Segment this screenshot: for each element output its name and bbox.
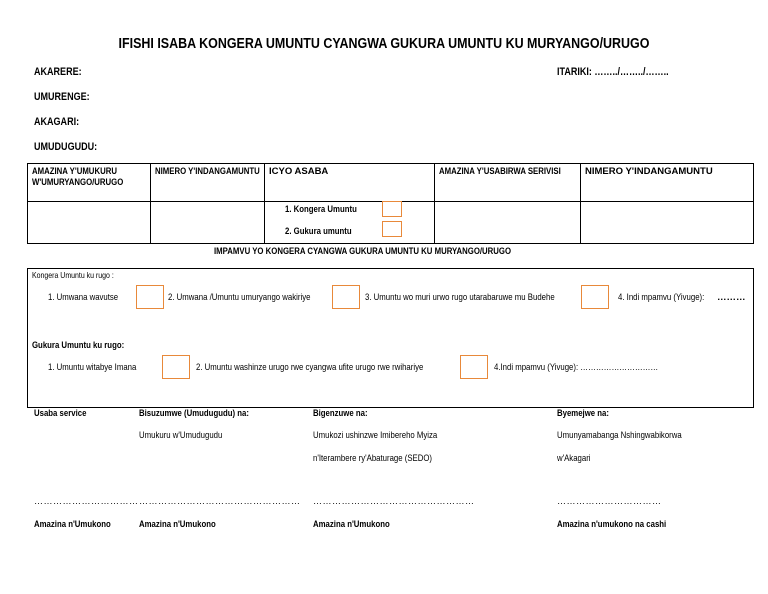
signature-line[interactable]: …………………………… bbox=[557, 496, 662, 506]
signature-title-2: w'Akagari bbox=[557, 453, 591, 464]
signature-name-label: Amazina n'Umukono bbox=[139, 519, 216, 530]
option-add-label: 1. Kongera Umuntu bbox=[285, 204, 357, 215]
form-title: IFISHI ISABA KONGERA UMUNTU CYANGWA GUKURA UMUNTU KU MURYANGO/URUGO bbox=[118, 36, 650, 52]
signature-line[interactable]: …………………………………………… bbox=[313, 496, 475, 506]
header-request: ICYO ASABA bbox=[265, 164, 435, 202]
akagari-label: AKAGARI: bbox=[34, 116, 80, 128]
reasons-heading: IMPAMVU YO KONGERA CYANGWA GUKURA UMUNTU KU MURYANGO/URUGO bbox=[214, 246, 512, 257]
add-reason-3-label: 3. Umuntu wo muri urwo rugo utarabaruwe mu Budehe bbox=[365, 292, 555, 303]
cell-head-name[interactable] bbox=[28, 202, 151, 244]
umurenge-label: UMURENGE: bbox=[34, 91, 90, 103]
cell-beneficiary-name[interactable] bbox=[435, 202, 581, 244]
header-beneficiary-name: AMAZINA Y'USABIRWA SERIVISI bbox=[435, 164, 581, 202]
option-remove-label: 2. Gukura umuntu bbox=[285, 226, 352, 237]
header-beneficiary-id: NIMERO Y'INDANGAMUNTU bbox=[581, 164, 754, 202]
add-reason-1-label: 1. Umwana wavutse bbox=[48, 292, 119, 303]
signature-title-2: n'Iterambere ry'Abaturage (SEDO) bbox=[313, 453, 433, 464]
add-reason-4-label: 4. Indi mpamvu (Yivuge): bbox=[618, 292, 705, 303]
cell-request bbox=[265, 202, 435, 244]
signature-name-label: Amazina n'Umukono bbox=[313, 519, 390, 530]
add-reason-3-checkbox[interactable] bbox=[581, 285, 609, 309]
signature-title: Umukuru w'Umudugudu bbox=[139, 430, 223, 441]
option-add-checkbox[interactable] bbox=[382, 201, 402, 217]
header-id-number: NIMERO Y'INDANGAMUNTU bbox=[151, 164, 265, 202]
remove-reason-2-label: 2. Umuntu washinze urugo rwe cyangwa ufite urugo rwe rwihariye bbox=[196, 362, 424, 373]
cell-beneficiary-id[interactable] bbox=[581, 202, 754, 244]
signature-role: Bigenzuwe na: bbox=[313, 408, 368, 419]
umudugudu-label: UMUDUGUDU: bbox=[34, 141, 98, 153]
signature-title: Umukozi ushinzwe Imibereho Myiza bbox=[313, 430, 438, 441]
signature-line[interactable]: …………………………………………… bbox=[139, 496, 301, 506]
option-remove-checkbox[interactable] bbox=[382, 221, 402, 237]
signature-name-label: Amazina n'umukono na cashi bbox=[557, 519, 667, 530]
signature-role: Byemejwe na: bbox=[557, 408, 609, 419]
remove-reason-1-checkbox[interactable] bbox=[162, 355, 190, 379]
remove-reason-1-label: 1. Umuntu witabye Imana bbox=[48, 362, 137, 373]
signature-title: Umunyamabanga Nshingwabikorwa bbox=[557, 430, 682, 441]
signature-name-label: Amazina n'Umukono bbox=[34, 519, 111, 530]
remove-reason-2-checkbox[interactable] bbox=[460, 355, 488, 379]
signature-role: Bisuzumwe (Umudugudu) na: bbox=[139, 408, 249, 419]
itariki-label: ITARIKI: ……../……../…….. bbox=[557, 66, 669, 78]
add-reason-1-checkbox[interactable] bbox=[136, 285, 164, 309]
add-reason-2-label: 2. Umwana /Umuntu umuryango wakiriye bbox=[168, 292, 311, 303]
remove-reason-4-label: 4.Indi mpamvu (Yivuge): ………………………… bbox=[494, 362, 659, 373]
signature-role: Usaba service bbox=[34, 408, 87, 419]
reasons-section bbox=[27, 268, 754, 408]
remove-reasons-label: Gukura Umuntu ku rugo: bbox=[32, 340, 125, 351]
add-reason-2-checkbox[interactable] bbox=[332, 285, 360, 309]
add-reasons-label: Kongera Umuntu ku rugo : bbox=[32, 270, 114, 280]
add-reason-4-fill[interactable]: ……… bbox=[717, 292, 746, 303]
header-head-name: AMAZINA Y'UMUKURU W'UMURYANGO/URUGO bbox=[28, 164, 151, 202]
request-table bbox=[27, 163, 754, 244]
akarere-label: AKARERE: bbox=[34, 66, 82, 78]
cell-id-number[interactable] bbox=[151, 202, 265, 244]
signature-line[interactable]: …………………………… bbox=[34, 496, 139, 506]
